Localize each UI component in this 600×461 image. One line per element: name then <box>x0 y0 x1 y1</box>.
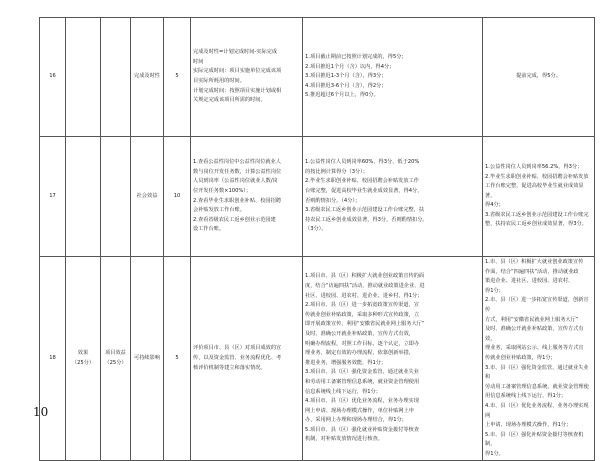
dimension-cell <box>66 137 101 257</box>
criteria-cell: 1.公益性岗位人员到岗率60%，得3分，低于20% 的按比例计算得分（3分）； 2.毕业生求职创业补贴、校园招聘会补贴发放工作 台账完整，促进高校毕业生就业成效显著，得4分， 否则酌情扣分。（4分）； 3.省级农民工返乡创业示范园建设工作台账完整，扶 持农民工返乡创业成效显著，得3分，否则酌情扣分。 （3分）。 <box>303 137 483 257</box>
evaluation-table <box>39 17 595 461</box>
row-number: 17 <box>40 137 66 257</box>
row-number: 18 <box>40 257 66 461</box>
result-cell: 1.市、县（区）积极扩大就业创业政策宣传 作面，结合“四遍四扶”活动，推动就业政 策进企业、进社区、进校园、进农村、 得1分； 2.市、县（区）进一步拓宽宣传渠道，创新宣传 方式，利用“安徽省民就业网上服务大厅” 及时、准确公开就业补贴政策，宣传方式有效， 理业务，采取网站公示、线上服务等方式宣 传就业创业补贴政策，得1分； 3.市、县（区）强化资金监管，通过就业失业和 劳动用工备案管理信息系统，就业资金管理使 用信息系统线上线下运行，得1分； 4.市、县（区）优化业务流程，业务办理实现网 上申请、现场办理模式操作，得1分； 5.市、县（区）强化补贴资金拨付等核查机制， 得1分。 <box>483 257 595 461</box>
indicator-l2-cell <box>101 137 131 257</box>
indicator-l2-cell: 项目效益 （25分） <box>101 257 131 461</box>
table-row <box>40 137 595 257</box>
page-number: 10 <box>33 405 49 419</box>
dimension-cell: 效果 （25分） <box>66 257 101 461</box>
indicator-l2-cell <box>101 18 131 137</box>
indicator-score: 5 <box>164 257 191 461</box>
indicator-score: 5 <box>164 18 191 137</box>
row-number: 16 <box>40 18 66 137</box>
table-row <box>40 18 595 137</box>
result-cell: 提前完成，得5分。 <box>483 18 595 137</box>
indicator-score: 10 <box>164 137 191 257</box>
indicator-name: 可持续影响 <box>131 257 164 461</box>
criteria-cell: 1.项目市、县（区）积极扩大就业创业政策宣传的面 度，结合“访遍四扶”活动，推动就业政策进企业、进 社区、进校园、进农村、进企业、进乡村，得1分； 2.项目市、县（区）进一步拓宽政策宣传渠道，宣 传就业创业补贴政策，采取多种形式宣传政策，立 即开展政策宣传，利用“安徽省民就业网上服务大厅” 及时、准确公开就业补贴政策，宣传方式有效， 明确办理流程，对照工作目标，逐个认定，立即办 理业务，制定有效的办理流程，依靠创新举措， 推进业务，增强服务效能，得1分； 3.项目市、县（区）强化资金监管，通过就业失业 和劳动用工备案管理信息系统，就业资金管理使用 信息系统线上线下运行，得1分； 4.项目市、县（区）优化业务流程，业务办理实现 网上申请、现场办理模式操作，单位补贴网上申 办，采用网上办理和现场办理结合，得1分； 5.项目市、县（区）强化就业补贴资金拨付等核查 机制，对补贴发放情况进行核查。 <box>303 257 483 461</box>
definition-cell: 完成及时性=计划完成时间-实际完成 时间 实际完成时间：项目实施单位完成该项 目实际所耗用的时间。 计划完成时间：按照项目实施计划或相 关规定完成该项目所需的时间。 <box>191 18 303 137</box>
dimension-cell <box>66 18 101 137</box>
indicator-name: 社会效益 <box>131 137 164 257</box>
definition-cell: 1.查看公益性岗位中公益性岗位就业人 数与岗位开发任务数，计算公益性岗位 人员到岗率（公益性岗位就业人数/岗 位开发任务数×100%）； 2.查看毕业生求职创业补贴、校园招聘 会补贴发放工作台账。 2.查看省级农民工返乡创业示范园建 设工作台账。 <box>191 137 303 257</box>
indicator-name: 完成及时性 <box>131 18 164 137</box>
criteria-cell: 1.项目截止期前已按照计划完成的，得5分； 2.项目推迟1个月（含）以内，得4分； 3.项目推迟1-3个月（含），得3分； 4.项目推迟3-6个月（含），得2分； 5.推迟超过6个月以上，得0分。 <box>303 18 483 137</box>
table-row <box>40 257 595 461</box>
result-cell: 1.公益性岗位人员到岗率56.2%，得3分； 2.毕业生求职创业补贴、校园招聘会补贴发放 工作台账完整，促进高校毕业生就业成效显著， 得4分； 3.省级农民工返乡创业示范园建设工作台账完 整，扶持农民工返乡创业成效显著，得3分。 <box>483 137 595 257</box>
definition-cell: 评价项目市、县（区）对项目成效的宣 传，以及资金监管、业务流程优化、考 核评价机制等建立和落实情况。 <box>191 257 303 461</box>
